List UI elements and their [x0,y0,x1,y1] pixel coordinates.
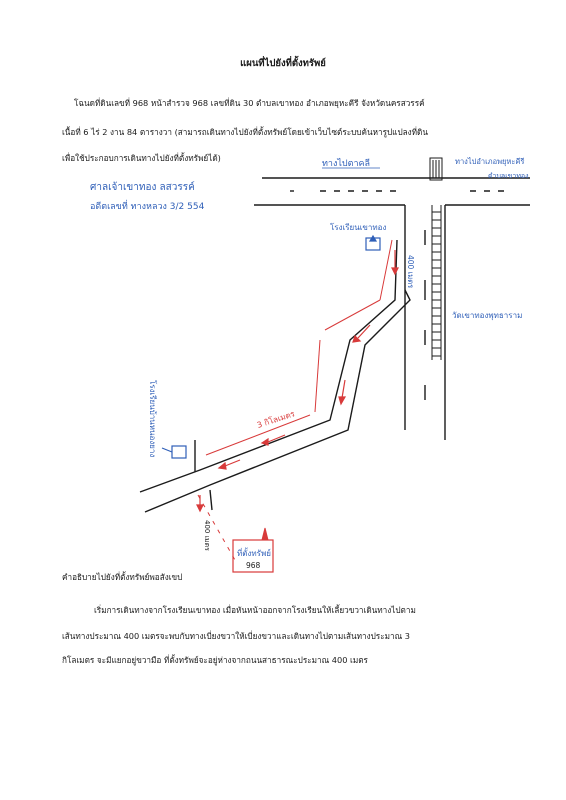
label-right-road: ทางไปอำเภอพยุหะคีรี [455,157,525,166]
directions-line-3: กิโลเมตร จะมีแยกอยู่ขวามือ ที่ตั้งทรัพย์จะอยู่ห่างจากถนนสาธารณะประมาณ 400 เมตร [62,655,368,665]
route-guides [198,240,392,560]
rural-school-icon [162,446,186,458]
branch-road [140,240,410,512]
label-school: โรงเรียนเขาทอง [330,223,387,232]
area-info-line-cont: เพื่อใช้ประกอบการเดินทางไปยังที่ตั้งทรัพย์ได้) [62,153,221,163]
area-info-line: เนื้อที่ 6 ไร่ 2 งาน 84 ตารางวา (สามารถเดินทางไปยังที่ตั้งทรัพย์โดยเข้าเว็บไซต์ระบบค้นหารูปแปลงที่ดิน [62,127,428,137]
main-road [254,178,530,205]
school-flag-icon [366,236,380,250]
label-400m-vertical: 400 เมตร [406,255,415,289]
label-left-road: ทางไปตาคลี [322,159,371,169]
label-property-no: 968 [246,561,261,570]
map-caption: คำอธิบายไปยังที่ตั้งทรัพย์พอสังเขป [62,572,183,582]
label-temple: วัดเขาทองพุทธาราม [452,311,523,320]
label-office-1: ศาลเจ้าเขาทอง ลสวรรค์ [90,182,195,193]
directions-line-2: เส้นทางประมาณ 400 เมตรจะพบกับทางเบี่ยงขวาให้เบี่ยงขวาและเดินทางไปตามเส้นทางประมาณ 3 [62,631,411,641]
page-title: แผนที่ไปยังที่ตั้งทรัพย์ [240,58,326,69]
vertical-road [405,205,445,440]
directions-line-1: เริ่มการเดินทางจากโรงเรียนเขาทอง เมื่อหันหน้าออกจากโรงเรียนให้เลี้ยวขวาเดินทางไปตาม [94,605,416,615]
label-right-road-2: ตำบลเขาทอง [488,172,529,180]
junction-marker [430,158,442,180]
label-property: ที่ตั้งทรัพย์ [237,549,271,558]
label-rural-school: โรงเรียนบ้านหนองยาง [148,380,157,458]
route-arrows [197,250,398,511]
label-3km: 3 กิโลเมตร [255,409,296,430]
deed-info-line: โฉนดที่ดินเลขที่ 968 หน้าสำรวจ 968 เลขที่ดิน 30 ตำบลเขาทอง อำเภอพยุหะคีรี จังหวัดนครสวรรค์ [74,98,425,108]
label-400m-lower: 400 เมตร [203,520,211,551]
rail-track [432,205,441,360]
label-office-2: อดีตเลขที่ ทางหลวง 3/2 554 [90,202,205,212]
